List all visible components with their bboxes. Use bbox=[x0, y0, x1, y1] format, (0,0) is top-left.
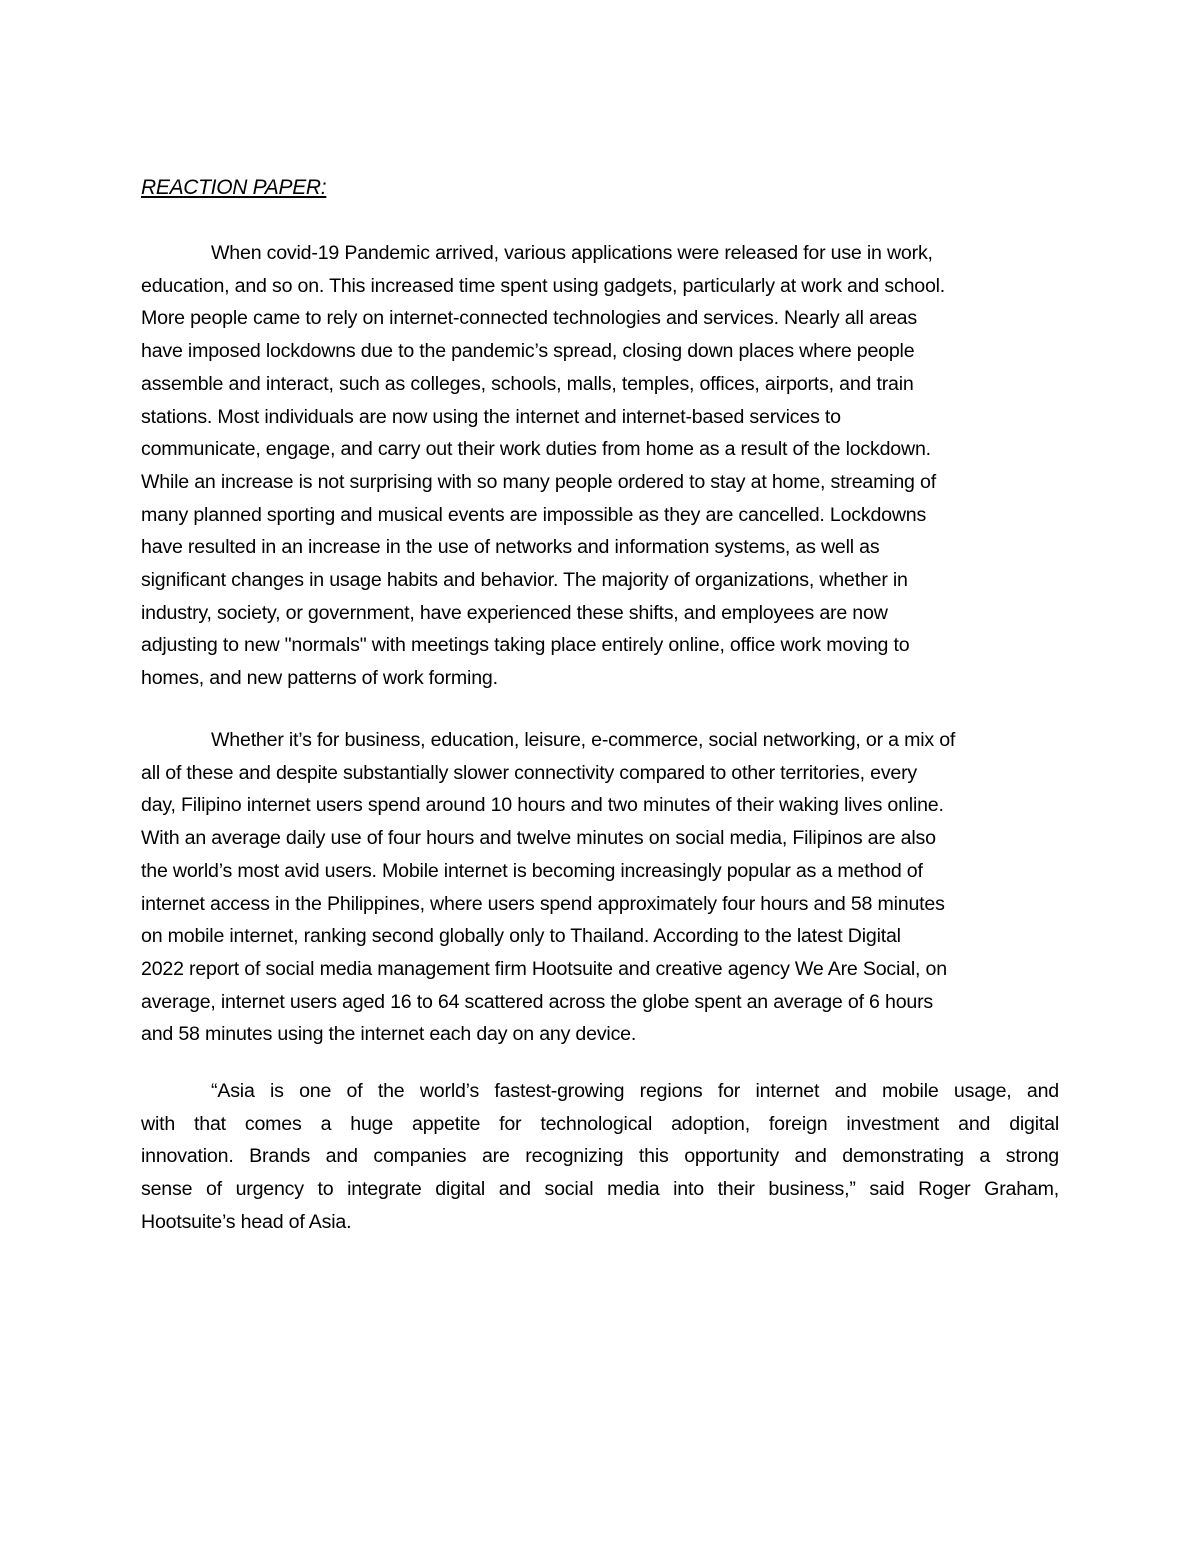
paragraph-line: More people came to rely on internet-connected technologies and services. Nearly all areas bbox=[141, 307, 917, 330]
paragraph-line: homes, and new patterns of work forming. bbox=[141, 667, 498, 690]
paragraph-line: stations. Most individuals are now using the internet and internet-based services to bbox=[141, 405, 841, 428]
paragraph-line: with that comes a huge appetite for technological adoption, foreign investment and digital bbox=[141, 1112, 1059, 1135]
paragraph-3-quote bbox=[141, 1075, 1059, 1239]
paragraph-line: With an average daily use of four hours and twelve minutes on social media, Filipinos are also bbox=[141, 827, 936, 850]
paragraph-line: and 58 minutes using the internet each day on any device. bbox=[141, 1023, 637, 1046]
paragraph-line: average, internet users aged 16 to 64 scattered across the globe spent an average of 6 hours bbox=[141, 990, 934, 1013]
paragraph-line: communicate, engage, and carry out their work duties from home as a result of the lockdown. bbox=[141, 438, 931, 461]
paragraph-line: have resulted in an increase in the use of networks and information systems, as well as bbox=[141, 536, 880, 559]
paragraph-line: education, and so on. This increased time spent using gadgets, particularly at work and school. bbox=[141, 274, 946, 297]
paragraph-1 bbox=[141, 237, 1061, 695]
paragraph-line: have imposed lockdowns due to the pandemic’s spread, closing down places where people bbox=[141, 340, 915, 363]
paragraph-line: many planned sporting and musical events are impossible as they are cancelled. Lockdowns bbox=[141, 503, 927, 526]
paragraph-line: While an increase is not surprising with so many people ordered to stay at home, streaming of bbox=[141, 470, 936, 493]
paragraph-2 bbox=[141, 724, 1061, 1051]
paragraph-line: internet access in the Philippines, where users spend approximately four hours and 58 minutes bbox=[141, 892, 945, 915]
paragraph-line: adjusting to new "normals" with meetings taking place entirely online, office work moving to bbox=[141, 634, 910, 657]
paragraph-line: on mobile internet, ranking second globally only to Thailand. According to the latest Digital bbox=[141, 925, 901, 948]
paragraph-line: innovation. Brands and companies are recognizing this opportunity and demonstrating a strong bbox=[141, 1145, 1059, 1168]
paragraph-line: When covid-19 Pandemic arrived, various applications were released for use in work, bbox=[211, 242, 933, 264]
paragraph-line: all of these and despite substantially slower connectivity compared to other territories, every bbox=[141, 761, 918, 784]
paragraph-line: sense of urgency to integrate digital and social media into their business,” said Roger Graham, bbox=[141, 1178, 1059, 1201]
paragraph-line: “Asia is one of the world’s fastest-growing regions for internet and mobile usage, and bbox=[211, 1080, 1059, 1102]
paragraph-line: day, Filipino internet users spend around 10 hours and two minutes of their waking lives online. bbox=[141, 794, 944, 817]
paragraph-line: assemble and interact, such as colleges, schools, malls, temples, offices, airports, and train bbox=[141, 372, 914, 395]
document-heading: REACTION PAPER: bbox=[141, 176, 327, 199]
paragraph-line: 2022 report of social media management firm Hootsuite and creative agency We Are Social, on bbox=[141, 957, 947, 980]
paragraph-line: Hootsuite’s head of Asia. bbox=[141, 1210, 352, 1233]
paragraph-line: Whether it’s for business, education, leisure, e-commerce, social networking, or a mix of bbox=[211, 729, 956, 751]
paragraph-line: significant changes in usage habits and behavior. The majority of organizations, whether in bbox=[141, 569, 908, 592]
paragraph-line: industry, society, or government, have experienced these shifts, and employees are now bbox=[141, 601, 888, 624]
paragraph-line: the world’s most avid users. Mobile internet is becoming increasingly popular as a method of bbox=[141, 859, 923, 882]
